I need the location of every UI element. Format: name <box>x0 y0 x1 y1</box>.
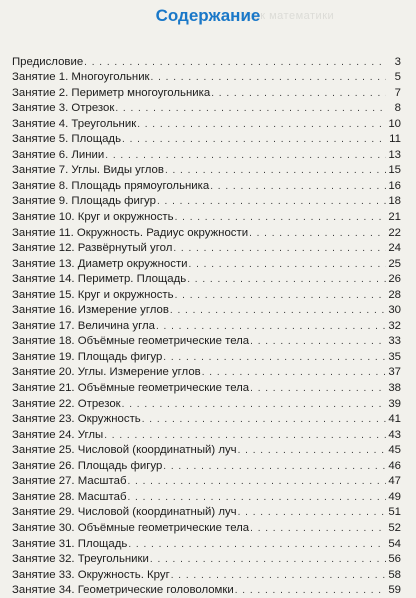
toc-entry-label: Занятие 31. Площадь <box>12 537 128 550</box>
dot-leader <box>128 476 387 488</box>
toc-entry-page-number: 49 <box>386 491 401 504</box>
dot-leader <box>250 523 386 535</box>
dot-leader <box>142 414 386 426</box>
toc-entry-label: Занятие 3. Отрезок <box>12 102 115 115</box>
toc-entry <box>12 100 401 116</box>
toc-entry <box>12 115 401 131</box>
toc-entry-page-number: 43 <box>386 429 401 442</box>
toc-entry <box>12 286 401 302</box>
toc-entry-label: Занятие 11. Окружность. Радиус окружности <box>12 226 249 239</box>
toc-entry-label: Занятие 27. Масштаб <box>12 475 127 488</box>
toc-entry-page-number: 39 <box>386 398 401 411</box>
dot-leader <box>238 445 386 457</box>
toc-entry <box>12 208 401 224</box>
dot-leader <box>175 290 386 302</box>
toc-entry-label: Занятие 23. Окружность <box>12 413 141 426</box>
toc-entry-label: Занятие 7. Углы. Виды углов <box>12 164 164 177</box>
toc-entry-page-number: 56 <box>386 553 401 566</box>
toc-entry <box>12 551 401 567</box>
toc-entry-page-number: 13 <box>386 149 401 162</box>
toc-entry <box>12 177 401 193</box>
toc-entry-label: Занятие 6. Линии <box>12 148 105 161</box>
toc-entry <box>12 519 401 535</box>
dot-leader <box>250 383 386 395</box>
toc-entry-page-number: 25 <box>386 258 401 271</box>
dot-leader <box>171 570 386 582</box>
dot-leader <box>173 243 386 255</box>
toc-entry <box>12 442 401 458</box>
toc-entry-page-number: 7 <box>386 87 401 100</box>
toc-entry-label: Занятие 4. Треугольник <box>12 117 137 130</box>
toc-entry-page-number: 18 <box>386 195 401 208</box>
toc-entry-label: Занятие 32. Треугольники <box>12 553 149 566</box>
toc-entry <box>12 69 401 85</box>
toc-entry <box>12 566 401 582</box>
page-title: Содержание <box>155 6 261 25</box>
toc-entry-label: Занятие 17. Величина угла <box>12 319 155 332</box>
dot-leader <box>105 150 386 162</box>
toc-entry-page-number: 41 <box>386 413 401 426</box>
toc-entry-page-number: 38 <box>386 382 401 395</box>
toc-entry-page-number: 11 <box>386 133 401 146</box>
dot-leader <box>210 181 386 193</box>
toc-entry <box>12 535 401 551</box>
toc-entry-label: Занятие 15. Круг и окружность <box>12 288 174 301</box>
toc-entry <box>12 224 401 240</box>
toc-entry-label: Занятие 28. Масштаб <box>12 490 127 503</box>
toc-entry-label: Занятие 10. Круг и окружность <box>12 211 174 224</box>
toc-entry <box>12 193 401 209</box>
toc-entry-page-number: 3 <box>386 56 401 69</box>
toc-entry-page-number: 10 <box>386 118 401 131</box>
toc-entry <box>12 395 401 411</box>
toc-entry <box>12 333 401 349</box>
toc-entry <box>12 146 401 162</box>
toc-entry-page-number: 16 <box>386 180 401 193</box>
toc-entry-label: Занятие 29. Числовой (координатный) луч <box>12 506 237 519</box>
table-of-contents <box>12 53 401 597</box>
toc-entry-page-number: 46 <box>386 460 401 473</box>
toc-entry-label: Занятие 34. Геометрические головоломки <box>12 584 234 597</box>
toc-entry <box>12 131 401 147</box>
dot-leader <box>249 228 386 240</box>
toc-entry-label: Занятие 18. Объёмные геометрические тела <box>12 335 250 348</box>
toc-entry-label: Занятие 12. Развёрнутый угол <box>12 242 173 255</box>
toc-entry-label: Занятие 25. Числовой (координатный) луч <box>12 444 237 457</box>
toc-entry-page-number: 15 <box>386 164 401 177</box>
dot-leader <box>151 72 386 84</box>
dot-leader <box>137 119 386 131</box>
toc-entry-label: Занятие 13. Диаметр окружности <box>12 257 188 270</box>
toc-entry-label: Занятие 19. Площадь фигур <box>12 350 163 363</box>
faded-bleed-through-text: Урок математики <box>240 10 335 22</box>
dot-leader <box>187 274 386 286</box>
toc-entry-page-number: 52 <box>386 522 401 535</box>
dot-leader <box>104 430 386 442</box>
dot-leader <box>238 507 386 519</box>
dot-leader <box>150 554 386 566</box>
toc-entry-page-number: 35 <box>386 351 401 364</box>
dot-leader <box>163 461 386 473</box>
dot-leader <box>157 196 386 208</box>
toc-entry-page-number: 28 <box>386 289 401 302</box>
toc-entry-page-number: 26 <box>386 273 401 286</box>
toc-entry-label: Занятие 2. Периметр многоугольника <box>12 86 211 99</box>
toc-entry <box>12 411 401 427</box>
dot-leader <box>250 336 386 348</box>
toc-entry-page-number: 5 <box>386 71 401 84</box>
toc-entry <box>12 302 401 318</box>
toc-entry-label: Занятие 22. Отрезок <box>12 397 121 410</box>
toc-entry <box>12 488 401 504</box>
dot-leader <box>163 352 386 364</box>
toc-entry-page-number: 58 <box>386 569 401 582</box>
dot-leader <box>202 367 386 379</box>
toc-entry <box>12 348 401 364</box>
toc-entry <box>12 379 401 395</box>
dot-leader <box>122 134 386 146</box>
toc-entry <box>12 426 401 442</box>
toc-entry <box>12 457 401 473</box>
toc-entry-page-number: 51 <box>386 506 401 519</box>
toc-entry-page-number: 47 <box>386 475 401 488</box>
dot-leader <box>156 321 386 333</box>
toc-entry-page-number: 59 <box>386 584 401 597</box>
toc-entry <box>12 255 401 271</box>
toc-entry-label: Занятие 16. Измерение углов <box>12 304 169 317</box>
toc-entry-label: Занятие 8. Площадь прямоугольника <box>12 179 210 192</box>
toc-entry-label: Занятие 21. Объёмные геометрические тела <box>12 382 250 395</box>
dot-leader <box>189 259 386 271</box>
dot-leader <box>170 305 386 317</box>
toc-entry-label: Занятие 33. Окружность. Круг <box>12 568 170 581</box>
toc-entry <box>12 364 401 380</box>
toc-entry-label: Занятие 5. Площадь <box>12 133 122 146</box>
dot-leader <box>115 103 386 115</box>
toc-entry-page-number: 54 <box>386 538 401 551</box>
dot-leader <box>128 539 386 551</box>
toc-entry-page-number: 21 <box>386 211 401 224</box>
toc-entry-page-number: 8 <box>386 102 401 115</box>
toc-entry <box>12 271 401 287</box>
dot-leader <box>84 57 386 69</box>
toc-entry <box>12 504 401 520</box>
toc-entry-page-number: 22 <box>386 227 401 240</box>
toc-entry-page-number: 33 <box>386 335 401 348</box>
dot-leader <box>235 585 386 597</box>
toc-entry <box>12 162 401 178</box>
toc-entry-label: Занятие 24. Углы <box>12 428 104 441</box>
toc-entry-label: Предисловие <box>12 55 84 68</box>
toc-entry-page-number: 32 <box>386 320 401 333</box>
toc-entry-label: Занятие 20. Углы. Измерение углов <box>12 366 201 379</box>
dot-leader <box>211 88 386 100</box>
toc-entry-page-number: 24 <box>386 242 401 255</box>
toc-entry-label: Занятие 1. Многоугольник <box>12 71 150 84</box>
toc-entry-label: Занятие 30. Объёмные геометрические тела <box>12 521 250 534</box>
toc-entry-label: Занятие 14. Периметр. Площадь <box>12 273 187 286</box>
toc-entry <box>12 53 401 69</box>
toc-entry <box>12 582 401 598</box>
toc-entry <box>12 84 401 100</box>
toc-entry-page-number: 37 <box>386 366 401 379</box>
dot-leader <box>165 165 386 177</box>
toc-entry-page-number: 45 <box>386 444 401 457</box>
toc-entry <box>12 240 401 256</box>
toc-entry <box>12 473 401 489</box>
dot-leader <box>128 492 387 504</box>
dot-leader <box>175 212 386 224</box>
dot-leader <box>122 399 386 411</box>
toc-entry-label: Занятие 9. Площадь фигур <box>12 195 156 208</box>
toc-entry-label: Занятие 26. Площадь фигур <box>12 459 163 472</box>
toc-entry <box>12 317 401 333</box>
toc-entry-page-number: 30 <box>386 304 401 317</box>
